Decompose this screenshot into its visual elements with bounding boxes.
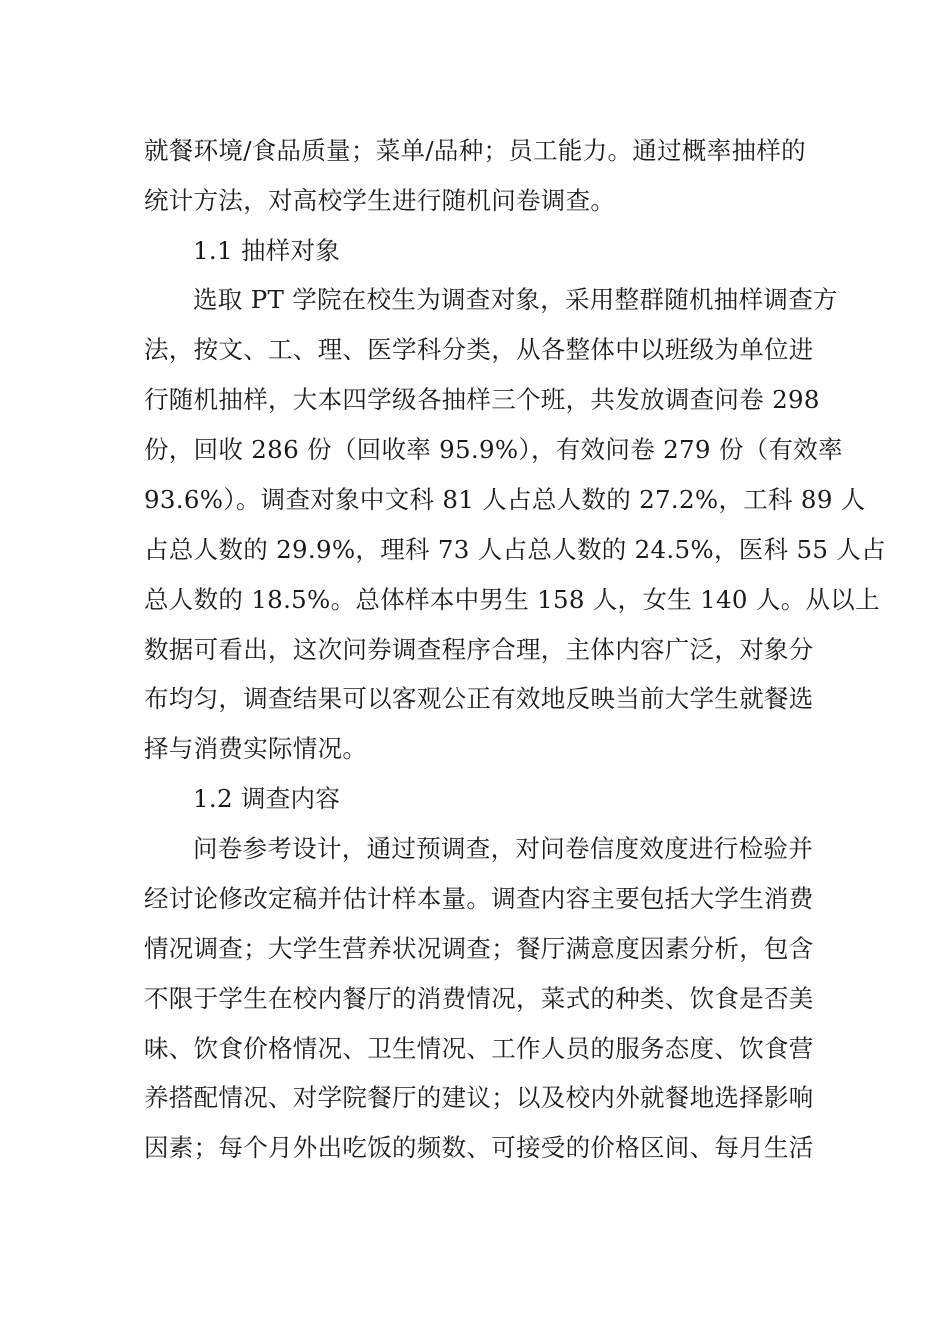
body-text-line: 经讨论修改定稿并估计样本量。调查内容主要包括大学生消费 (144, 884, 814, 913)
body-text-line: 就餐环境/食品质量；菜单/品种；员工能力。通过概率抽样的 (144, 136, 806, 165)
body-text-line: 味、饮食价格情况、卫生情况、工作人员的服务态度、饮食营 (144, 1034, 814, 1063)
section-heading-1-2: 1.2 调查内容 (193, 784, 341, 813)
body-text-line: 数据可看出，这次问券调查程序合理，主体内容广泛，对象分 (144, 635, 814, 664)
body-text-line: 养搭配情况、对学院餐厅的建议；以及校内外就餐地选择影响 (144, 1083, 814, 1112)
body-text-line: 择与消费实际情况。 (144, 734, 368, 763)
body-text-line: 选取 PT 学院在校生为调查对象，采用整群随机抽样调查方 (193, 285, 838, 314)
body-text-line: 布均匀，调查结果可以客观公正有效地反映当前大学生就餐选 (144, 684, 814, 713)
body-text-line: 93.6%）。调查对象中文科 81 人占总人数的 27.2%，工科 89 人 (144, 485, 866, 514)
section-heading-1-1: 1.1 抽样对象 (193, 236, 341, 265)
body-text-line: 因素；每个月外出吃饭的频数、可接受的价格区间、每月生活 (144, 1133, 814, 1162)
body-text-line: 法，按文、工、理、医学科分类，从各整体中以班级为单位进 (144, 335, 814, 364)
body-text-line: 份，回收 286 份（回收率 95.9%），有效问卷 279 份（有效率 (144, 435, 843, 464)
body-text-line: 占总人数的 29.9%，理科 73 人占总人数的 24.5%，医科 55 人占 (144, 535, 886, 564)
body-text-line: 行随机抽样，大本四学级各抽样三个班，共发放调查问卷 298 (144, 385, 820, 414)
body-text-line: 情况调查；大学生营养状况调查；餐厅满意度因素分析，包含 (144, 934, 814, 963)
body-text-line: 不限于学生在校内餐厅的消费情况，菜式的种类、饮食是否美 (144, 984, 814, 1013)
body-text-line: 统计方法，对高校学生进行随机问卷调查。 (144, 186, 616, 215)
body-text-line: 总人数的 18.5%。总体样本中男生 158 人，女生 140 人。从以上 (144, 585, 880, 614)
body-text-line: 问卷参考设计，通过预调查，对问卷信度效度进行检验并 (193, 834, 813, 863)
